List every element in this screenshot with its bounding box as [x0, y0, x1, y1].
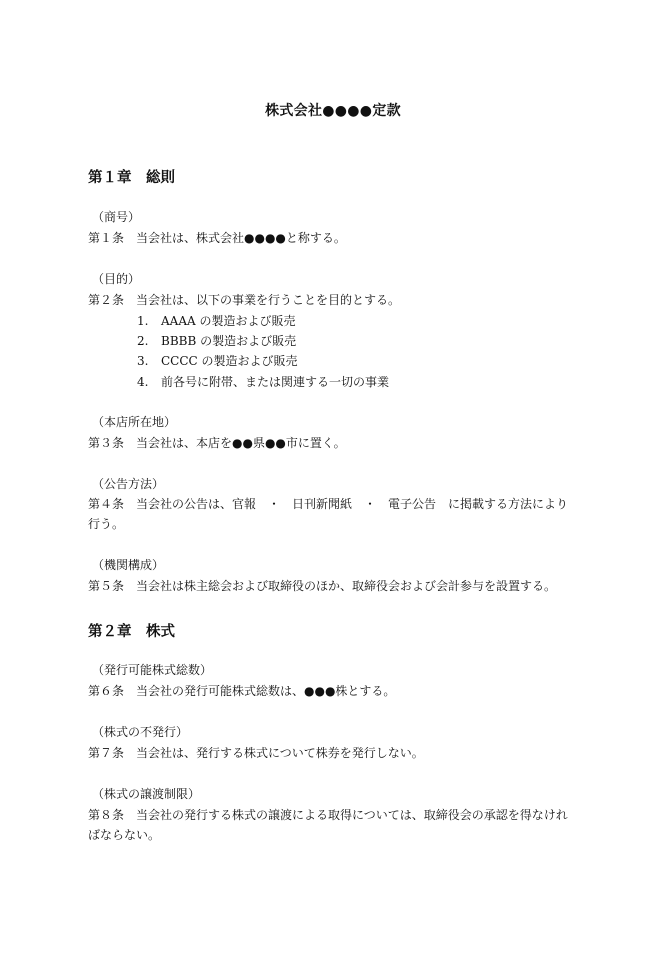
article-8-number: 第８条 [88, 808, 125, 822]
article-1-number: 第１条 [88, 231, 125, 245]
article-4-caption: （公告方法） [92, 477, 165, 491]
article-4-text-continued: 行う。 [88, 517, 125, 531]
article-8 [88, 807, 568, 823]
article-3-text: 当会社は、本店を●●県●●市に置く。 [136, 436, 346, 450]
article-4-number: 第４条 [88, 497, 125, 511]
article-5 [88, 578, 556, 594]
article-3-number: 第３条 [88, 436, 125, 450]
document-title: 株式会社●●●●定款 [265, 103, 401, 119]
article-8-text: 当会社の発行する株式の譲渡による取得については、取締役会の承認を得なけれ [136, 808, 568, 822]
article-1-text: 当会社は、株式会社●●●●と称する。 [136, 231, 346, 245]
chapter-1-heading: 第１章 総則 [88, 169, 175, 186]
article-4 [88, 496, 568, 512]
article-6 [88, 683, 395, 699]
article-2-number: 第２条 [88, 293, 125, 307]
article-5-number: 第５条 [88, 579, 125, 593]
article-7-caption: （株式の不発行） [92, 725, 189, 739]
article-6-caption: （発行可能株式総数） [92, 663, 213, 677]
article-3-caption: （本店所在地） [92, 415, 177, 429]
list-item-text: CCCC の製造および販売 [161, 354, 298, 368]
article-1-caption: （商号） [92, 210, 141, 224]
article-7-number: 第７条 [88, 746, 125, 760]
article-2-caption: （目的） [92, 272, 141, 286]
list-item-number: 1. [137, 314, 149, 328]
article-3 [88, 435, 346, 451]
article-5-caption: （機関構成） [92, 558, 165, 572]
article-8-caption: （株式の譲渡制限） [92, 787, 201, 801]
article-2-text: 当会社は、以下の事業を行うことを目的とする。 [136, 293, 401, 307]
article-2 [88, 292, 400, 308]
article-6-number: 第６条 [88, 684, 125, 698]
list-item [137, 313, 295, 329]
article-4-text: 当会社の公告は、官報 ・ 日刊新聞紙 ・ 電子公告 に掲載する方法により [136, 497, 569, 511]
list-item-number: 4. [137, 375, 149, 389]
list-item-text: BBBB の製造および販売 [161, 334, 297, 348]
list-item-text: 前各号に附帯、または関連する一切の事業 [161, 375, 390, 389]
list-item [137, 374, 389, 390]
article-5-text: 当会社は株主総会および取締役のほか、取締役会および会計参与を設置する。 [136, 579, 557, 593]
article-7 [88, 745, 424, 761]
list-item-number: 2. [137, 334, 149, 348]
list-item-number: 3. [137, 354, 149, 368]
chapter-2-heading: 第２章 株式 [88, 623, 175, 640]
article-6-text: 当会社の発行可能株式総数は、●●●株とする。 [136, 684, 396, 698]
article-8-text-continued: ばならない。 [88, 828, 161, 842]
list-item-text: AAAA の製造および販売 [161, 314, 296, 328]
list-item [137, 353, 298, 369]
list-item [137, 333, 296, 349]
article-1 [88, 230, 346, 246]
article-7-text: 当会社は、発行する株式について株券を発行しない。 [136, 746, 424, 760]
